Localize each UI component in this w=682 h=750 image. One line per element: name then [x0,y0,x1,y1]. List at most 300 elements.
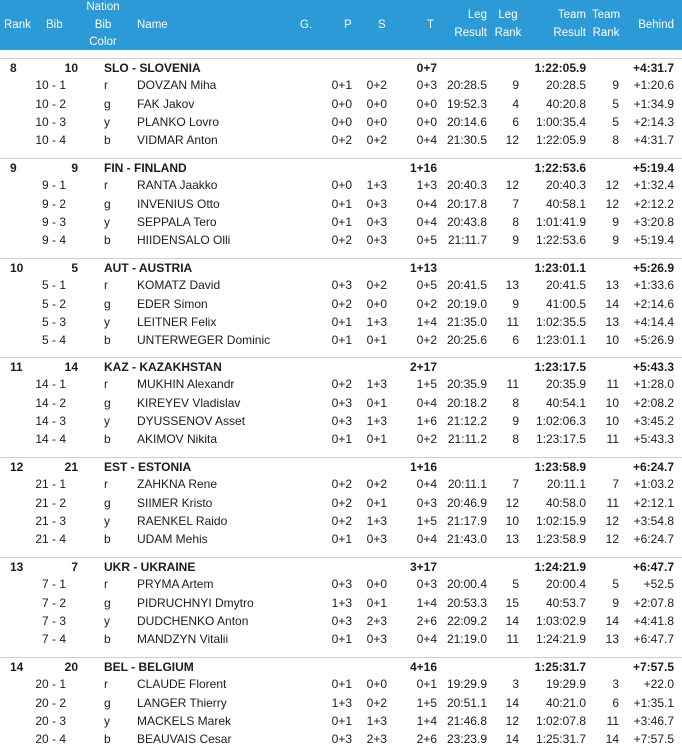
leg-bib: 14 - 3 [35,414,66,428]
team-row [0,357,682,375]
leg-behind: +6:24.7 [633,532,674,546]
athlete-name: DUDCHENKO Anton [137,614,249,628]
leg-rank: 3 [512,677,519,691]
prone-penalties: 0+1 [331,78,352,92]
leg-bib: 14 - 1 [35,377,66,391]
leg-bib: 21 - 4 [35,532,66,546]
leg-rank: 8 [512,215,519,229]
athlete-name: AKIMOV Nikita [137,432,218,446]
leg-behind: +7:57.5 [633,732,674,746]
leg-bib: 5 - 4 [41,333,66,347]
header-team-result-line1: Team [557,9,586,21]
leg-row [0,475,682,493]
standing-penalties: 1+3 [366,714,387,728]
prone-penalties: 0+1 [331,532,352,546]
prone-penalties: 0+1 [331,197,352,211]
leg-row [0,394,682,412]
leg-color: y [104,514,110,528]
leg-bib: 20 - 3 [35,714,66,728]
leg-row [0,694,682,712]
team-rank: 14 [605,297,619,311]
prone-penalties: 1+3 [331,696,352,710]
leg-behind: +2:14.6 [633,297,674,311]
total-penalties: 1+5 [416,696,437,710]
header-leg-rank-line1: Leg [498,9,518,21]
leg-result: 20:25.6 [446,333,487,347]
leg-bib: 20 - 2 [35,696,66,710]
leg-behind: +1:03.2 [633,477,674,491]
team-rank: 8 [612,133,619,147]
team-result: 40:58.1 [545,197,586,211]
leg-row [0,295,682,313]
team-result: 1:23:01.1 [534,261,586,275]
leg-bib: 10 - 2 [35,97,66,111]
leg-row [0,575,682,593]
leg-color: b [104,133,111,147]
total-penalties: 0+2 [416,297,437,311]
team-result: 1:03:02.9 [535,614,586,628]
leg-bib: 10 - 4 [35,133,66,147]
team-result: 1:00:35.4 [535,115,586,129]
total-penalties: 2+6 [416,614,437,628]
header-name: Name [137,19,168,31]
total-penalties: 0+4 [416,197,437,211]
leg-color: r [104,78,108,92]
team-result: 1:22:53.6 [535,233,586,247]
leg-rank: 14 [505,732,519,746]
total-penalties: 1+5 [416,377,437,391]
total-penalties: 0+0 [416,97,437,111]
leg-result: 21:19.0 [446,632,487,646]
standing-penalties: 1+3 [366,514,387,528]
leg-bib: 9 - 3 [41,215,66,229]
team-result: 20:41.5 [545,278,586,292]
team-rank: 12 [10,460,24,474]
prone-penalties: 0+1 [331,333,352,347]
leg-result: 20:14.6 [446,115,487,129]
athlete-name: FAK Jakov [137,97,195,111]
leg-bib: 7 - 1 [41,577,66,591]
prone-penalties: 0+3 [331,614,352,628]
team-row [0,557,682,575]
leg-result: 23:23.9 [446,732,487,746]
standing-penalties: 0+2 [366,78,387,92]
total-penalties: 0+0 [416,115,437,129]
standing-penalties: 2+3 [366,732,387,746]
leg-rank: 4 [512,97,519,111]
leg-result: 20:46.9 [446,496,487,510]
team-rank: 10 [605,414,619,428]
team-result: 40:53.7 [545,596,586,610]
team-behind: +5:19.4 [632,161,674,175]
team-result: 1:23:58.9 [534,460,586,474]
team-rank: 9 [612,78,619,92]
prone-penalties: 0+1 [331,432,352,446]
leg-result: 20:28.5 [446,78,487,92]
standing-penalties: 0+1 [366,596,387,610]
leg-color: y [104,115,110,129]
leg-color: y [104,215,110,229]
team-result: 20:35.9 [545,377,586,391]
total-penalties: 0+5 [416,278,437,292]
standing-penalties: 0+2 [366,133,387,147]
athlete-name: UDAM Mehis [137,532,208,546]
prone-penalties: 1+3 [331,596,352,610]
leg-color: b [104,732,111,746]
leg-row [0,131,682,149]
leg-row [0,594,682,612]
leg-behind: +6:47.7 [633,632,674,646]
leg-bib: 10 - 1 [35,78,66,92]
athlete-name: CLAUDE Florent [137,677,227,691]
total-penalties: 1+5 [416,514,437,528]
leg-behind: +3:54.8 [633,514,674,528]
leg-behind: +1:32.4 [633,178,674,192]
leg-color: r [104,677,108,691]
leg-bib: 20 - 4 [35,732,66,746]
leg-result: 21:11.7 [447,233,487,247]
total-penalties: 0+4 [416,215,437,229]
leg-bib: 21 - 3 [35,514,66,528]
leg-bib: 9 - 1 [41,178,66,192]
prone-penalties: 0+2 [331,133,352,147]
team-result: 1:22:05.9 [535,133,586,147]
team-rank: 9 [612,596,619,610]
leg-color: y [104,315,110,329]
leg-bib: 20 - 1 [35,677,66,691]
leg-rank: 15 [505,596,519,610]
athlete-name: INVENIUS Otto [137,197,220,211]
leg-row [0,512,682,530]
team-result: 40:58.0 [545,496,586,510]
athlete-name: SIIMER Kristo [137,496,213,510]
leg-row [0,730,682,748]
leg-color: g [104,596,111,610]
leg-behind: +1:33.6 [633,278,674,292]
leg-color: g [104,396,111,410]
header-nation-bib-color [80,0,126,50]
leg-row [0,213,682,231]
total-penalties: 1+4 [416,315,437,329]
standing-penalties: 0+1 [366,396,387,410]
leg-bib: 10 - 3 [35,115,66,129]
leg-result: 20:53.3 [446,596,487,610]
header-nation-line: Nation [86,1,120,13]
athlete-name: SEPPALA Tero [137,215,217,229]
team-rank: 14 [10,660,24,674]
team-result: 1:23:58.9 [535,532,586,546]
leg-rank: 9 [512,297,519,311]
team-result: 20:00.4 [545,577,586,591]
leg-color: g [104,197,111,211]
header-t: T [427,19,435,31]
leg-bib: 9 - 4 [41,233,66,247]
leg-behind: +3:45.2 [633,414,674,428]
leg-behind: +5:26.9 [633,333,674,347]
header-leg-result-line1: Leg [467,9,487,21]
total-penalties: 2+6 [416,732,437,746]
standing-penalties: 2+3 [366,614,387,628]
team-rank: 13 [10,560,24,574]
prone-penalties: 0+3 [331,278,352,292]
leg-rank: 11 [506,315,519,329]
total-penalties: 1+3 [416,178,437,192]
team-result: 1:23:01.1 [535,333,586,347]
athlete-name: MANDZYN Vitalii [137,632,229,646]
leg-row [0,712,682,730]
team-behind: +6:47.7 [632,560,674,574]
leg-row [0,176,682,194]
team-bib: 21 [64,460,78,474]
standing-penalties: 0+3 [366,532,387,546]
leg-behind: +2:14.3 [633,115,674,129]
total-penalties: 0+5 [416,233,437,247]
athlete-name: KIREYEV Vladislav [137,396,241,410]
team-rank: 9 [612,233,619,247]
leg-behind: +5:43.3 [633,432,674,446]
team-result: 1:24:21.9 [534,560,586,574]
leg-color: b [104,233,111,247]
standing-penalties: 0+2 [366,278,387,292]
leg-rank: 6 [512,333,519,347]
team-total-penalties: 0+7 [416,61,437,75]
leg-row [0,375,682,393]
leg-behind: +3:20.8 [633,215,674,229]
team-total-penalties: 1+16 [409,161,437,175]
team-row [0,457,682,475]
total-penalties: 0+3 [416,496,437,510]
leg-rank: 13 [505,278,519,292]
team-result: 19:29.9 [545,677,586,691]
team-rank: 5 [612,115,619,129]
team-rank: 9 [612,215,619,229]
leg-row [0,530,682,548]
leg-result: 20:00.4 [446,577,487,591]
athlete-name: PLANKO Lovro [137,115,220,129]
leg-row [0,76,682,94]
team-rank: 11 [606,496,619,510]
leg-behind: +2:12.1 [633,496,674,510]
leg-bib: 9 - 2 [41,197,66,211]
leg-color: r [104,278,108,292]
team-bib: 10 [64,61,78,75]
leg-bib: 21 - 1 [35,477,66,491]
header-team-rank-line1: Team [591,9,621,21]
prone-penalties: 0+2 [331,496,352,510]
leg-row [0,276,682,294]
leg-result: 20:41.5 [446,278,487,292]
athlete-name: VIDMAR Anton [137,133,218,147]
team-result: 1:02:35.5 [535,315,586,329]
leg-result: 20:19.0 [446,297,487,311]
total-penalties: 0+4 [416,532,437,546]
leg-behind: +1:20.6 [633,78,674,92]
leg-rank: 11 [506,377,519,391]
leg-behind: +5:19.4 [633,233,674,247]
leg-result: 20:43.8 [446,215,487,229]
header-behind: Behind [638,19,674,31]
leg-rank: 7 [512,197,519,211]
leg-color: b [104,333,111,347]
total-penalties: 0+4 [416,632,437,646]
total-penalties: 0+1 [416,677,437,691]
athlete-name: MUKHIN Alexandr [137,377,235,391]
leg-result: 19:52.3 [446,97,487,111]
leg-bib: 7 - 2 [41,596,66,610]
standing-penalties: 1+3 [366,178,387,192]
leg-rank: 7 [512,477,519,491]
team-rank: 14 [605,732,619,746]
team-result: 1:02:07.8 [535,714,586,728]
leg-rank: 11 [506,632,519,646]
team-row [0,258,682,276]
standing-penalties: 0+0 [366,577,387,591]
leg-row [0,313,682,331]
team-result: 40:54.1 [545,396,586,410]
header-team-result [540,8,586,41]
leg-color: r [104,477,108,491]
leg-row [0,612,682,630]
athlete-name: KOMATZ David [137,278,221,292]
team-rank: 12 [605,197,619,211]
header-bib-line: Bib [94,19,112,31]
prone-penalties: 0+1 [331,215,352,229]
team-rank: 7 [612,477,619,491]
leg-row [0,331,682,349]
header-team-rank [588,8,624,41]
leg-rank: 8 [512,396,519,410]
standing-penalties: 0+0 [366,297,387,311]
prone-penalties: 0+1 [331,677,352,691]
athlete-name: MACKELS Marek [137,714,232,728]
header-p: P [344,19,352,31]
team-total-penalties: 1+16 [409,460,437,474]
team-nation: AUT - AUSTRIA [104,261,193,275]
team-result: 1:22:05.9 [534,61,586,75]
leg-row [0,412,682,430]
prone-penalties: 0+0 [331,115,352,129]
standing-penalties: 0+1 [366,432,387,446]
standing-penalties: 0+3 [366,233,387,247]
header-leg-rank [490,8,526,41]
prone-penalties: 0+3 [331,732,352,746]
team-result: 40:20.8 [545,97,586,111]
athlete-name: LEITNER Felix [137,315,217,329]
leg-behind: +4:31.7 [633,133,674,147]
team-total-penalties: 1+13 [409,261,437,275]
team-rank: 8 [10,61,17,75]
header-s: S [378,19,386,31]
team-rank: 13 [605,632,619,646]
leg-behind: +1:28.0 [633,377,674,391]
total-penalties: 0+2 [416,333,437,347]
team-result: 1:02:15.9 [535,514,586,528]
team-result: 41:00.5 [545,297,586,311]
leg-rank: 12 [505,496,519,510]
leg-result: 20:18.2 [446,396,487,410]
leg-rank: 12 [505,133,519,147]
standing-penalties: 0+1 [366,496,387,510]
team-row [0,58,682,76]
prone-penalties: 0+1 [331,315,352,329]
header-team-rank-line2: Rank [592,27,620,39]
team-rank: 12 [605,178,619,192]
leg-bib: 7 - 3 [41,614,66,628]
prone-penalties: 0+0 [331,97,352,111]
leg-result: 20:11.1 [447,477,487,491]
leg-bib: 5 - 3 [41,315,66,329]
leg-result: 21:35.0 [446,315,487,329]
prone-penalties: 0+0 [331,178,352,192]
standing-penalties: 0+3 [366,215,387,229]
leg-color: b [104,432,111,446]
leg-color: g [104,496,111,510]
leg-behind: +3:46.7 [633,714,674,728]
total-penalties: 0+3 [416,577,437,591]
leg-result: 21:12.2 [446,414,487,428]
team-nation: FIN - FINLAND [104,161,187,175]
team-rank: 9 [10,161,17,175]
team-result: 20:40.3 [545,178,586,192]
prone-penalties: 0+2 [331,377,352,391]
leg-color: y [104,714,110,728]
leg-color: b [104,532,111,546]
leg-row [0,113,682,131]
leg-color: b [104,632,111,646]
prone-penalties: 0+2 [331,514,352,528]
team-rank: 11 [10,360,23,374]
leg-behind: +4:41.8 [633,614,674,628]
leg-row [0,231,682,249]
team-nation: SLO - SLOVENIA [104,61,201,75]
prone-penalties: 0+3 [331,396,352,410]
results-table-header [0,0,682,50]
leg-bib: 14 - 4 [35,432,66,446]
leg-row [0,494,682,512]
team-result: 20:11.1 [546,477,586,491]
team-behind: +6:24.7 [632,460,674,474]
leg-bib: 21 - 2 [35,496,66,510]
leg-rank: 12 [505,714,519,728]
leg-behind: +2:08.2 [633,396,674,410]
total-penalties: 0+3 [416,78,437,92]
standing-penalties: 0+2 [366,696,387,710]
team-rank: 12 [605,532,619,546]
leg-row [0,430,682,448]
header-leg-rank-line2: Rank [494,27,522,39]
leg-rank: 13 [505,532,519,546]
leg-rank: 9 [512,414,519,428]
leg-result: 20:40.3 [446,178,487,192]
team-total-penalties: 3+17 [409,560,437,574]
header-team-result-line2: Result [553,27,586,39]
prone-penalties: 0+2 [331,477,352,491]
leg-result: 21:30.5 [446,133,487,147]
leg-behind: +52.5 [643,577,674,591]
standing-penalties: 0+0 [366,115,387,129]
team-total-penalties: 4+16 [409,660,437,674]
team-nation: BEL - BELGIUM [104,660,194,674]
standing-penalties: 1+3 [366,315,387,329]
leg-bib: 14 - 2 [35,396,66,410]
team-nation: EST - ESTONIA [104,460,192,474]
leg-bib: 5 - 2 [41,297,66,311]
leg-behind: +22.0 [643,677,674,691]
header-leg-result-line2: Result [454,27,487,39]
leg-result: 19:29.9 [446,677,487,691]
leg-behind: +4:14.4 [633,315,674,329]
total-penalties: 1+6 [416,414,437,428]
